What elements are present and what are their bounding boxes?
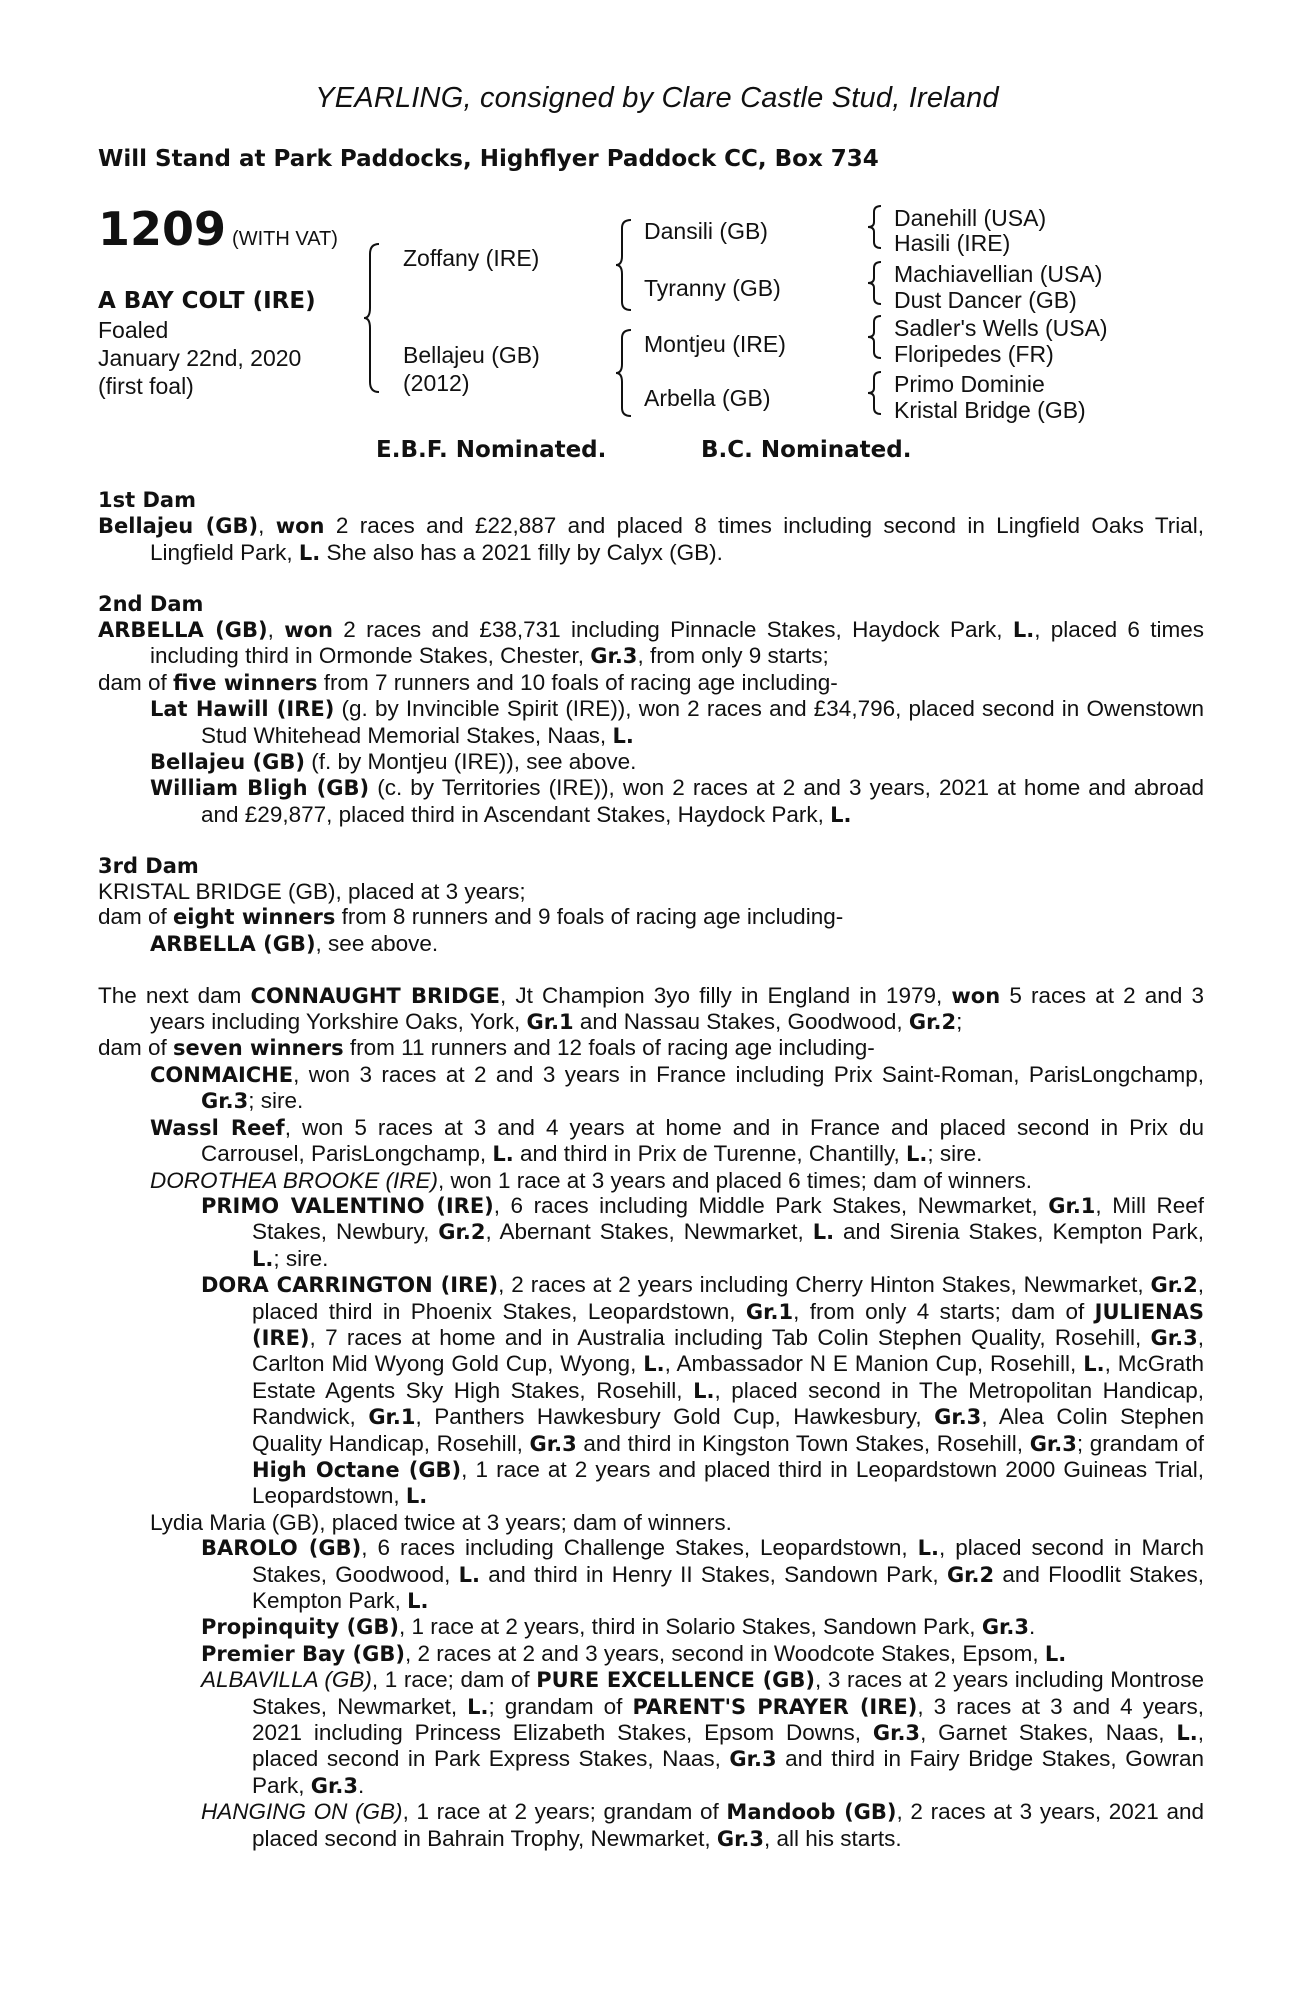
- text: , see above.: [315, 930, 439, 956]
- catalogue-paragraph: [98, 983, 1204, 1036]
- catalogue-paragraph: [98, 749, 1204, 775]
- bold-text: Gr.3: [872, 1721, 921, 1746]
- catalogue-paragraph: [98, 1035, 1204, 1061]
- horse-title: A BAY COLT (IRE): [98, 288, 316, 314]
- lot-number: 1209: [98, 202, 227, 256]
- text: , placed third in Phoenix Stakes, Leopardstown,: [252, 1272, 1204, 1324]
- text: , 1 race at 2 years; grandam of: [402, 1799, 727, 1825]
- text: 2 races and £38,731 including Pinnacle Stakes, Haydock Park,: [332, 617, 1013, 643]
- bold-text: L.: [1012, 618, 1035, 643]
- bold-text: Gr.3: [529, 1431, 577, 1456]
- bold-text: L.: [906, 1142, 928, 1167]
- text: and third in Kingston Town Stakes, Rosehill,: [576, 1430, 1030, 1456]
- bold-text: Gr.3: [716, 1826, 765, 1851]
- pedigree-dam-dam: Arbella (GB): [644, 385, 771, 411]
- italic-text: ALBAVILLA (GB): [201, 1667, 372, 1693]
- text: , Garnet Stakes, Naas,: [920, 1720, 1177, 1746]
- text: ; grandam of: [1076, 1430, 1204, 1456]
- text: ; grandam of: [488, 1693, 633, 1719]
- text: and Sirenia Stakes, Kempton Park,: [834, 1219, 1204, 1245]
- bold-text: L.: [405, 1484, 428, 1509]
- section-heading: [98, 592, 1204, 617]
- text: 2 races and £22,887 and placed 8 times including second in Lingfield Oaks Trial, Lingfield Park,: [150, 513, 1204, 565]
- bold-text: L.: [612, 723, 634, 748]
- catalogue-paragraph: [98, 617, 1204, 670]
- bold-text: L.: [492, 1142, 514, 1167]
- pedigree-sire: Zoffany (IRE): [403, 245, 540, 271]
- pedigree-dam-year: (2012): [403, 370, 470, 396]
- text: dam of: [98, 1035, 174, 1061]
- text: , Carlton Mid Wyong Gold Cup, Wyong,: [252, 1324, 1204, 1377]
- text: and Floodlit Stakes, Kempton Park,: [252, 1561, 1204, 1614]
- text: , from only 4 starts; dam of: [793, 1298, 1095, 1324]
- pedigree-brace-icon: [362, 242, 382, 394]
- catalogue-paragraph: [98, 1641, 1204, 1667]
- catalogue-notes: [98, 488, 1204, 1852]
- bold-text: L.: [830, 802, 852, 827]
- text: ,: [267, 617, 285, 643]
- text: ; sire.: [248, 1088, 304, 1114]
- text: , 6 races including Middle Park Stakes, Newmarket,: [493, 1192, 1049, 1218]
- bold-text: Gr.2: [946, 1562, 995, 1587]
- bold-text: JULIENAS (IRE): [252, 1299, 1204, 1350]
- bold-text: Premier Bay (GB): [201, 1641, 405, 1666]
- text: , Ambassador N E Manion Cup, Rosehill,: [664, 1351, 1084, 1377]
- text: KRISTAL BRIDGE (GB), placed at 3 years;: [98, 879, 526, 905]
- section-heading: [98, 488, 1204, 513]
- bold-text: Gr.1: [1048, 1193, 1096, 1218]
- text: , from only 9 starts;: [637, 643, 829, 669]
- lot-vat: (WITH VAT): [232, 228, 338, 250]
- text: and Nassau Stakes, Goodwood,: [573, 1009, 909, 1035]
- foaled-info: [98, 316, 301, 400]
- text: , Jt Champion 3yo filly in England in 1979,: [499, 982, 952, 1008]
- bold-text: CONMAICHE: [150, 1062, 294, 1087]
- catalogue-paragraph: [98, 1799, 1204, 1852]
- bold-text: ARBELLA (GB): [150, 931, 316, 956]
- pedigree-gen3: Floripedes (FR): [894, 341, 1054, 367]
- text: , 3 races at 3 and 4 years, 2021 including Princess Elizabeth Stakes, Epsom Downs,: [252, 1693, 1205, 1746]
- bold-text: L.: [643, 1352, 665, 1377]
- bold-text: L.: [917, 1536, 939, 1561]
- pedigree-dam: Bellajeu (GB): [403, 342, 540, 368]
- text: from 11 runners and 12 foals of racing age including-: [343, 1035, 875, 1061]
- text: ;: [956, 1009, 963, 1035]
- catalogue-paragraph: [98, 931, 1204, 957]
- text: , 2 races at 2 and 3 years, second in Woodcote Stakes, Epsom,: [404, 1640, 1045, 1666]
- bold-text: ARBELLA (GB): [98, 618, 268, 643]
- bold-text: Gr.1: [745, 1299, 794, 1324]
- italic-text: DOROTHEA BROOKE (IRE): [150, 1167, 438, 1193]
- bold-text: Wassl Reef: [150, 1115, 285, 1140]
- catalogue-paragraph: [98, 1510, 1204, 1535]
- bold-text: L.: [458, 1562, 480, 1587]
- pedigree-brace-icon: [866, 370, 884, 416]
- text: ,: [258, 513, 276, 539]
- bold-text: five winners: [173, 670, 318, 695]
- bold-text: PARENT'S PRAYER (IRE): [632, 1694, 918, 1719]
- bold-text: Lat Hawill (IRE): [150, 697, 335, 722]
- catalogue-paragraph: [98, 1193, 1204, 1272]
- text: The next dam: [98, 982, 251, 1008]
- text: Lydia Maria (GB), placed twice at 3 years; dam of winners.: [150, 1509, 732, 1535]
- text: from 8 runners and 9 foals of racing age including-: [335, 904, 844, 930]
- text: .: [357, 1772, 365, 1798]
- bold-text: Gr.3: [590, 644, 638, 669]
- pedigree-gen3: Hasili (IRE): [894, 230, 1011, 256]
- spacer: [98, 957, 1204, 982]
- text: dam of: [98, 904, 174, 930]
- text: , 6 races including Challenge Stakes, Leopardstown,: [361, 1535, 918, 1561]
- pedigree-gen3: Primo Dominie: [894, 371, 1045, 397]
- bold-text: L.: [1044, 1641, 1067, 1666]
- catalogue-paragraph: [98, 1168, 1204, 1193]
- text: , McGrath Estate Agents Sky High Stakes, Rosehill,: [252, 1351, 1204, 1403]
- bold-text: Propinquity (GB): [201, 1615, 400, 1640]
- text: , 7 races at home and in Australia including Tab Colin Stephen Quality, Rosehill,: [309, 1324, 1151, 1350]
- text: She also has a 2021 filly by Calyx (GB).: [320, 539, 723, 565]
- bold-text: BAROLO (GB): [201, 1536, 362, 1561]
- bold-text: L.: [1176, 1721, 1198, 1746]
- spacer: [98, 566, 1204, 591]
- bold-text: Gr.2: [1150, 1273, 1198, 1298]
- catalogue-paragraph: [98, 1535, 1204, 1614]
- text: , all his starts.: [764, 1825, 902, 1851]
- bold-text: Mandoob (GB): [726, 1800, 897, 1825]
- text: 5 races at 2 and 3 years including Yorkshire Oaks, York,: [150, 982, 1205, 1035]
- catalogue-paragraph: [98, 904, 1204, 930]
- pedigree-sire-dam: Tyranny (GB): [644, 275, 781, 301]
- bold-text: Gr.3: [981, 1615, 1030, 1640]
- bold-text: CONNAUGHT BRIDGE: [250, 983, 500, 1008]
- catalogue-paragraph: [98, 670, 1204, 696]
- pedigree-brace-icon: [614, 328, 634, 418]
- pedigree-brace-icon: [866, 260, 884, 306]
- pedigree-sire-sire: Dansili (GB): [644, 218, 768, 244]
- bold-text: Gr.1: [526, 1010, 574, 1035]
- bold-text: won: [275, 514, 325, 539]
- bold-text: L.: [693, 1378, 715, 1403]
- bold-text: Bellajeu (GB): [98, 514, 259, 539]
- text: .: [1029, 1614, 1036, 1640]
- text: (f. by Montjeu (IRE)), see above.: [304, 749, 637, 775]
- pedigree-gen3: Kristal Bridge (GB): [894, 397, 1086, 423]
- text: , placed second in March Stakes, Goodwood,: [252, 1535, 1205, 1587]
- text: , 2 races at 3 years, 2021 and placed second in Bahrain Trophy, Newmarket,: [252, 1799, 1204, 1851]
- italic-text: HANGING ON (GB): [201, 1799, 403, 1825]
- ebf-nomination: E.B.F. Nominated.: [376, 437, 607, 463]
- stand-location: Will Stand at Park Paddocks, Highflyer Paddock CC, Box 734: [98, 146, 879, 172]
- text: , 2 races at 2 years including Cherry Hinton Stakes, Newmarket,: [498, 1272, 1151, 1298]
- catalogue-paragraph: [98, 1272, 1204, 1510]
- bold-text: Gr.2: [438, 1220, 486, 1245]
- section-heading: [98, 854, 1204, 879]
- pedigree-dam-sire: Montjeu (IRE): [644, 331, 786, 357]
- catalogue-paragraph: [98, 1062, 1204, 1115]
- bold-text: Gr.3: [729, 1747, 777, 1772]
- bold-text: PRIMO VALENTINO (IRE): [201, 1193, 494, 1218]
- bold-text: eight winners: [173, 905, 336, 930]
- text: and third in Fairy Bridge Stakes, Gowran Park,: [252, 1746, 1204, 1798]
- text: , placed 6 times including third in Ormonde Stakes, Chester,: [150, 617, 1204, 669]
- text: , won 1 race at 3 years and placed 6 times; dam of winners.: [437, 1167, 1033, 1193]
- text: from 7 runners and 10 foals of racing age including-: [317, 669, 838, 695]
- bold-text: L.: [1083, 1352, 1105, 1377]
- pedigree-brace-icon: [614, 218, 634, 312]
- text: , 1 race; dam of: [371, 1667, 537, 1693]
- bold-text: Gr.3: [310, 1773, 358, 1798]
- bold-text: won: [284, 618, 333, 643]
- bc-nomination: B.C. Nominated.: [701, 437, 912, 463]
- text: dam of: [98, 669, 174, 695]
- text: , Mill Reef Stakes, Newbury,: [252, 1192, 1204, 1245]
- bold-text: Gr.2: [908, 1010, 957, 1035]
- bold-text: Gr.3: [934, 1405, 982, 1430]
- bold-text: 1st Dam: [98, 488, 196, 512]
- bold-text: Bellajeu (GB): [150, 750, 305, 775]
- text: , placed second in Park Express Stakes, Naas,: [252, 1720, 1204, 1772]
- text: , won 5 races at 3 and 4 years at home and in France and placed second in Prix du Carrousel, ParisLongchamp,: [201, 1114, 1205, 1167]
- bold-text: William Bligh (GB): [150, 776, 370, 801]
- bold-text: High Octane (GB): [252, 1457, 462, 1482]
- spacer: [98, 828, 1204, 853]
- bold-text: L.: [812, 1220, 835, 1245]
- text: ; sire.: [273, 1245, 329, 1271]
- bold-text: 2nd Dam: [98, 591, 204, 616]
- bold-text: L.: [407, 1589, 429, 1614]
- text: , Panthers Hawkesbury Gold Cup, Hawkesbury,: [415, 1404, 935, 1430]
- text: ; sire.: [927, 1141, 983, 1167]
- foaled-date: January 22nd, 2020: [98, 345, 302, 371]
- pedigree-gen3: Danehill (USA): [894, 205, 1047, 231]
- text: , won 3 races at 2 and 3 years in France including Prix Saint-Roman, ParisLongchamp,: [293, 1061, 1204, 1087]
- text: and third in Henry II Stakes, Sandown Park,: [479, 1561, 947, 1587]
- text: , 3 races at 2 years including Montrose Stakes, Newmarket,: [252, 1667, 1205, 1719]
- pedigree-gen3: Sadler's Wells (USA): [894, 315, 1108, 341]
- bold-text: DORA CARRINGTON (IRE): [201, 1273, 499, 1298]
- foal-note: (first foal): [98, 373, 194, 399]
- catalogue-paragraph: [98, 775, 1204, 828]
- bold-text: seven winners: [173, 1036, 344, 1061]
- bold-text: L.: [298, 540, 321, 565]
- bold-text: won: [951, 983, 1001, 1008]
- lot-header: [98, 202, 338, 256]
- bold-text: Gr.3: [1029, 1431, 1077, 1456]
- bold-text: 3rd Dam: [98, 853, 199, 878]
- bold-text: L.: [252, 1246, 274, 1271]
- bold-text: Gr.1: [368, 1405, 416, 1430]
- text: (c. by Territories (IRE)), won 2 races at 2 and 3 years, 2021 at home and abroad and £29,877, placed third in Ascendant Stakes, Haydock Park,: [201, 775, 1204, 827]
- foaled-label: Foaled: [98, 317, 169, 343]
- bold-text: PURE EXCELLENCE (GB): [536, 1668, 816, 1693]
- text: , placed second in The Metropolitan Handicap, Randwick,: [252, 1377, 1204, 1430]
- bold-text: Gr.3: [201, 1089, 249, 1114]
- text: , Abernant Stakes, Newmarket,: [485, 1219, 813, 1245]
- bold-text: L.: [467, 1694, 489, 1719]
- text: , 1 race at 2 years, third in Solario Stakes, Sandown Park,: [399, 1614, 982, 1640]
- consignment-line: YEARLING, consigned by Clare Castle Stud, Ireland: [315, 82, 999, 114]
- pedigree-gen3: Machiavellian (USA): [894, 261, 1103, 287]
- catalogue-paragraph: [98, 696, 1204, 749]
- pedigree-brace-icon: [866, 314, 884, 360]
- catalogue-paragraph: [98, 513, 1204, 566]
- catalogue-paragraph: [98, 1667, 1204, 1799]
- text: (g. by Invincible Spirit (IRE)), won 2 races and £34,796, placed second in Owenstown Stud Whitehead Memorial Stakes, Naas,: [201, 696, 1204, 748]
- catalogue-paragraph: [98, 1115, 1204, 1168]
- pedigree-gen3: Dust Dancer (GB): [894, 287, 1077, 313]
- catalogue-paragraph: [98, 879, 1204, 904]
- bold-text: Gr.3: [1150, 1325, 1198, 1350]
- text: , Alea Colin Stephen Quality Handicap, Rosehill,: [252, 1404, 1204, 1456]
- text: , 1 race at 2 years and placed third in Leopardstown 2000 Guineas Trial, Leopardstown,: [252, 1456, 1205, 1509]
- text: and third in Prix de Turenne, Chantilly,: [513, 1141, 907, 1167]
- catalogue-paragraph: [98, 1614, 1204, 1640]
- pedigree-brace-icon: [866, 204, 884, 250]
